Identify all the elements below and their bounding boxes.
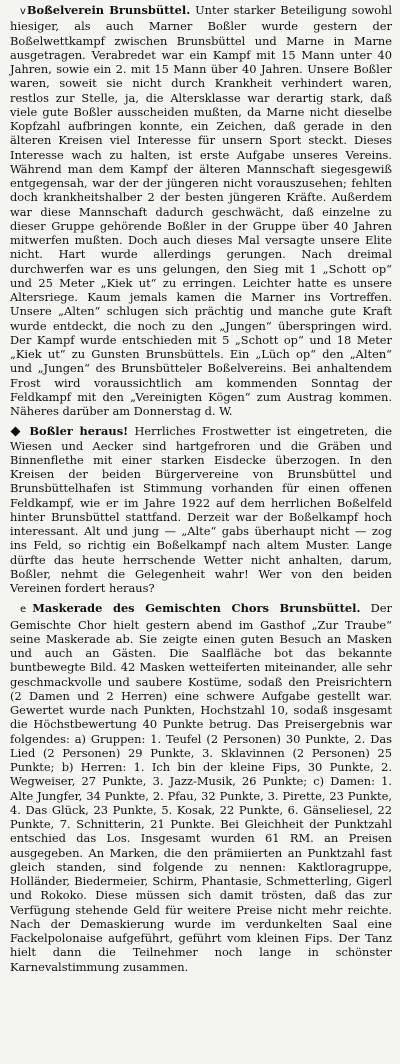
article-body: Herrliches Frostwetter ist eingetreten, die Wiesen und Aecker sind hartgefroren und die Gräben und Binnenflethe mit einer starken Eisdecke überzogen. In den Kreisen der beiden Bürgervereine von Brunsbüttel und Brunsbüttelhafen ist Stimmung vorhanden für einen offenen Feldkampf, wie er im Jahre 1922 auf dem herrlichen Boßelfeld hinter Brunsbüttel stattfand. Derzeit war der Boßelkampf hoch interessant. Alt und jung — „Alte“ gabs überhaupt nicht — zog ins Feld, so richtig ein Boßelkampf nach altem Muster. Lange dürfte das heute herrschende Wetter nicht anhalten, darum, Boßler, nehmt die Gelegenheit wahr! Wer von den beiden Vereinen fordert heraus?: [10, 424, 393, 595]
article-bosselverein-brunsbuettel: [10, 3, 392, 418]
article-headline: Boßelverein Brunsbüttel.: [26, 3, 191, 17]
article-headline: Boßler heraus!: [29, 424, 129, 439]
article-margin-mark: v: [20, 6, 26, 17]
article-body: Unter starker Beteiligung sowohl hiesiger, als auch Marner Boßler wurde gestern der Boßelwettkampf zwischen Brunsbüttel und Marne in Marne ausgetragen. Verabredet war ein Kampf mit 15 Mann unter 40 Jahren, sowie ein 2. mit 15 Mann über 40 Jahren. Unsere Boßler waren, soweit sie nicht durch Krankheit verhindert waren, restlos zur Stelle, ja, die Altersklasse war derartig stark, daß viele gute Boßler ausscheiden mußten, da Marne nicht dieselbe Kopfzahl aufbringen konnte, ein Zeichen, daß gerade in den älteren Kreisen viel Interesse für unsern Sport steckt. Dieses Interesse wach zu halten, ist erste Aufgabe unseres Vereins. Während man dem Kampf der älteren Mannschaft siegesgewiß entgegensah, war der der jüngeren nicht vorauszusehen; fehlten doch krankheitshalber 2 der besten jüngeren Kräfte. Außerdem war diese Mannschaft dadurch geschwächt, daß einzelne zu dieser Gruppe gehörende Boßler in der Gruppe über 40 Jahren mitwerfen mußten. Doch auch dieses Mal versagte unsere Elite nicht. Hart wurde allerdings gerungen. Nach dreimal durchwerfen war es uns gelungen, den Sieg mit 1 „Schott op“ und 25 Meter „Kiek ut“ zu erringen. Leichter hatte es unsere Altersriege. Kaum jemals kamen die Marner ins Vortreffen. Unsere „Alten“ schlugen sich prächtig und manche gute Kraft wurde entdeckt, die noch zu den „Jungen“ überspringen wird. Der Kampf wurde entschieden mit 5 „Schott op“ und 18 Meter „Kiek ut“ zu Gunsten Brunsbüttels. Ein „Lüch op“ den „Alten“ und „Jungen“ des Brunsbütteler Boßelvereins. Bei anhaltendem Frost wird voraussichtlich am kommenden Sonntag der Feldkampf mit den „Vereinigten Kögen“ zum Austrag kommen. Näheres darüber am Donnerstag d. W.: [10, 3, 393, 418]
diamond-icon: [11, 427, 21, 437]
article-headline: Maskerade des Gemischten Chors Brunsbüttel.: [32, 601, 361, 616]
article-margin-mark: e: [20, 604, 27, 616]
article-body: Der Gemischte Chor hielt gestern abend im Gasthof „Zur Traube“ seine Maskerade ab. Sie zeigte einen guten Besuch an Masken und auch an Gästen. Die Saalfläche bot das bekannte buntbewegte Bild. 42 Masken wetteiferten miteinander, alle sehr geschmackvolle und saubere Kostüme, sodaß den Preisrichtern (2 Damen und 2 Herren) eine schwere Aufgabe gestellt war. Gewertet wurde nach Punkten, Hochstzahl 10, sodaß insgesamt die Höchstbewertung 40 Punkte betrug. Das Preisergebnis war folgendes: a) Gruppen: 1. Teufel (2 Personen) 30 Punkte, 2. Das Lied (2 Personen) 29 Punkte, 3. Sklavinnen (2 Personen) 25 Punkte; b) Herren: 1. Ich bin der kleine Fips, 30 Punkte, 2. Wegweiser, 27 Punkte, 3. Jazz-Musik, 26 Punkte; c) Damen: 1. Alte Jungfer, 34 Punkte, 2. Pfau, 32 Punkte, 3. Pirette, 23 Punkte, 4. Das Glück, 23 Punkte, 5. Kosak, 22 Punkte, 6. Gänseliesel, 22 Punkte, 7. Schnitterin, 21 Punkte. Bei Gleichheit der Punktzahl entschied das Los. Insgesamt wurden 61 RM. an Preisen ausgegeben. An Marken, die den prämiierten an Punktzahl fast gleich standen, sind folgende zu nennen: Kaktloragruppe, Holländer, Biedermeier, Schirm, Phantasie, Schmetterling, Gigerl und Rokoko. Diese müssen sich damit trösten, daß das zur Verfügung stehende Geld für weitere Preise nicht mehr reichte. Nach der Demaskierung wurde im verdunkelten Saal eine Fackelpolonaise aufgeführt, geführt vom kleinen Fips. Der Tanz hielt dann die Teilnehmer noch lange in schönster Karnevalstimmung zusammen.: [10, 601, 392, 974]
article-maskerade: [10, 601, 392, 974]
article-bossler-heraus: [10, 424, 392, 595]
